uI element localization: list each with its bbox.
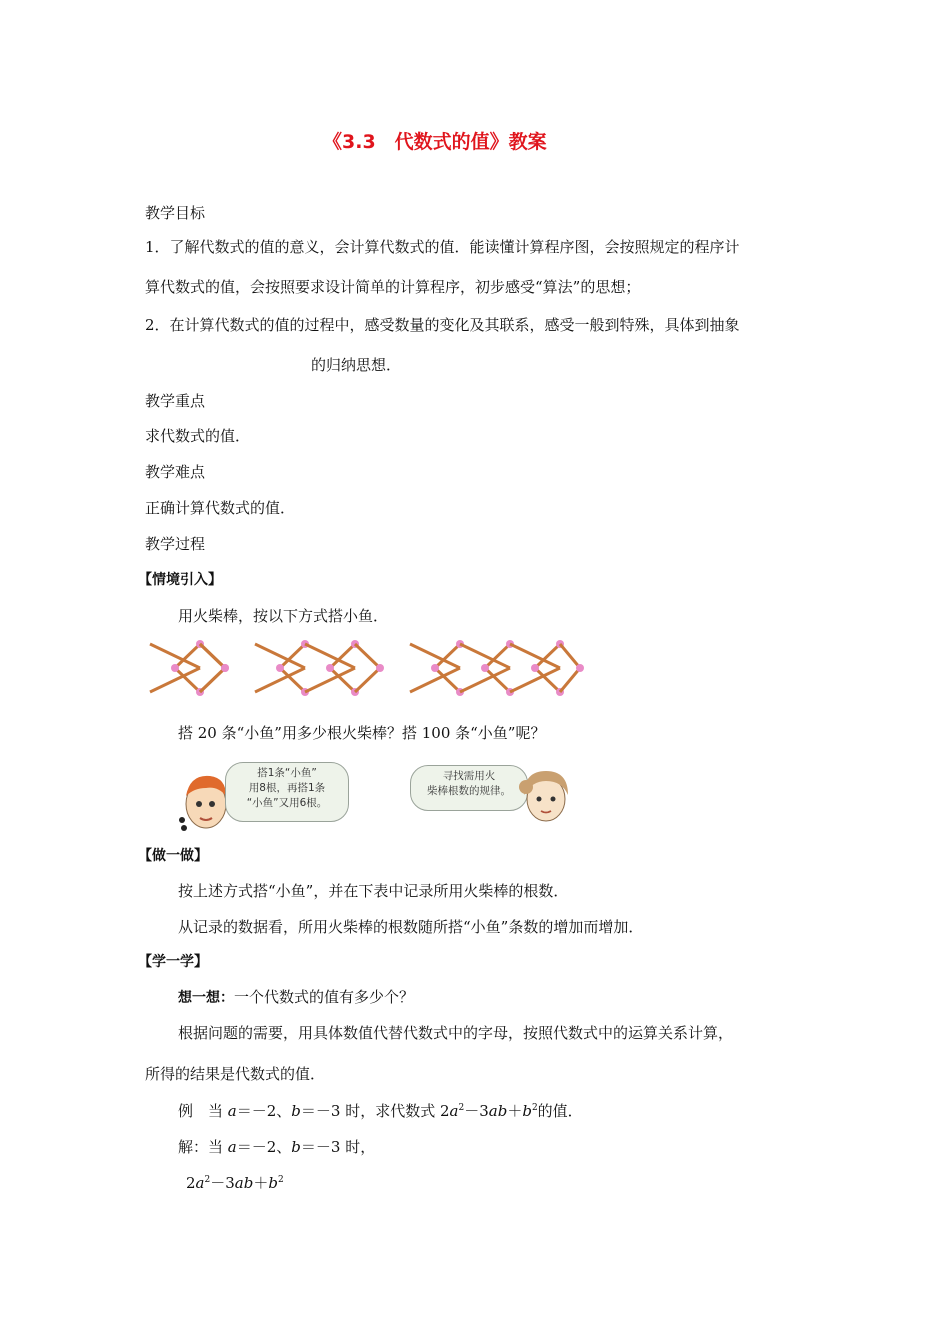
example-expression: $2a^2-3ab+b^2$ — [439, 1102, 538, 1120]
boy-face-icon — [178, 768, 230, 832]
example-line: 例 当 a＝－2、b＝－3 时，求代数式 $2a^2-3ab+b^2$的值． — [178, 1102, 583, 1120]
goal2-line1: 2．在计算代数式的值的过程中，感受数量的变化及其联系，感受一般到特殊，具体到抽象 — [145, 316, 740, 334]
definition-line1: 根据问题的需要，用具体数值代替代数式中的字母，按照代数式中的运算关系计算， — [178, 1024, 734, 1042]
goal2-line2: 的归纳思想． — [311, 356, 402, 374]
think-label: 想一想： — [178, 990, 234, 1006]
do-line1: 按上述方式搭“小鱼”，并在下表中记录所用火柴棒的根数． — [178, 882, 569, 900]
speech-bubble-right: 寻找需用火 柴棒根数的规律。 — [410, 765, 528, 811]
speech-bubble-left: 搭1条“小鱼” 用8根，再搭1条 “小鱼”又用6根。 — [225, 762, 349, 822]
matchstick-fish-figure — [140, 638, 590, 698]
think-line — [178, 986, 414, 1007]
question-text: 搭 20 条“小鱼”用多少根火柴棒？搭 100 条“小鱼”呢？ — [178, 724, 546, 742]
key-text: 求代数式的值． — [145, 427, 251, 445]
goals-heading: 教学目标 — [145, 204, 206, 222]
section-heading-learn: 【学一学】 — [138, 954, 208, 970]
key-heading: 教学重点 — [145, 392, 206, 410]
do-line2: 从记录的数据看，所用火柴棒的根数随所搭“小鱼”条数的增加而增加． — [178, 918, 644, 936]
process-heading: 教学过程 — [145, 535, 206, 553]
section-heading-intro: 【情境引入】 — [138, 572, 222, 588]
goal1-line1: 1．了解代数式的值的意义，会计算代数式的值．能读懂计算程序图，会按照规定的程序计 — [145, 238, 740, 256]
page-title: 《3.3 代数式的值》教案 — [323, 131, 547, 153]
goal1-line2: 算代数式的值，会按照要求设计简单的计算程序，初步感受“算法”的思想； — [145, 278, 641, 296]
section-heading-do: 【做一做】 — [138, 848, 208, 864]
solution-expression: $2a^2-3ab+b^2$ — [186, 1174, 284, 1192]
think-text: 一个代数式的值有多少个？ — [234, 988, 415, 1006]
difficulty-text: 正确计算代数式的值． — [145, 499, 296, 517]
solution-line: 解：当 a＝－2、b＝－3 时， — [178, 1138, 376, 1156]
intro-text: 用火柴棒，按以下方式搭小鱼． — [178, 607, 389, 625]
difficulty-heading: 教学难点 — [145, 463, 206, 481]
girl-face-icon — [518, 765, 574, 825]
definition-line2: 所得的结果是代数式的值． — [145, 1065, 326, 1083]
